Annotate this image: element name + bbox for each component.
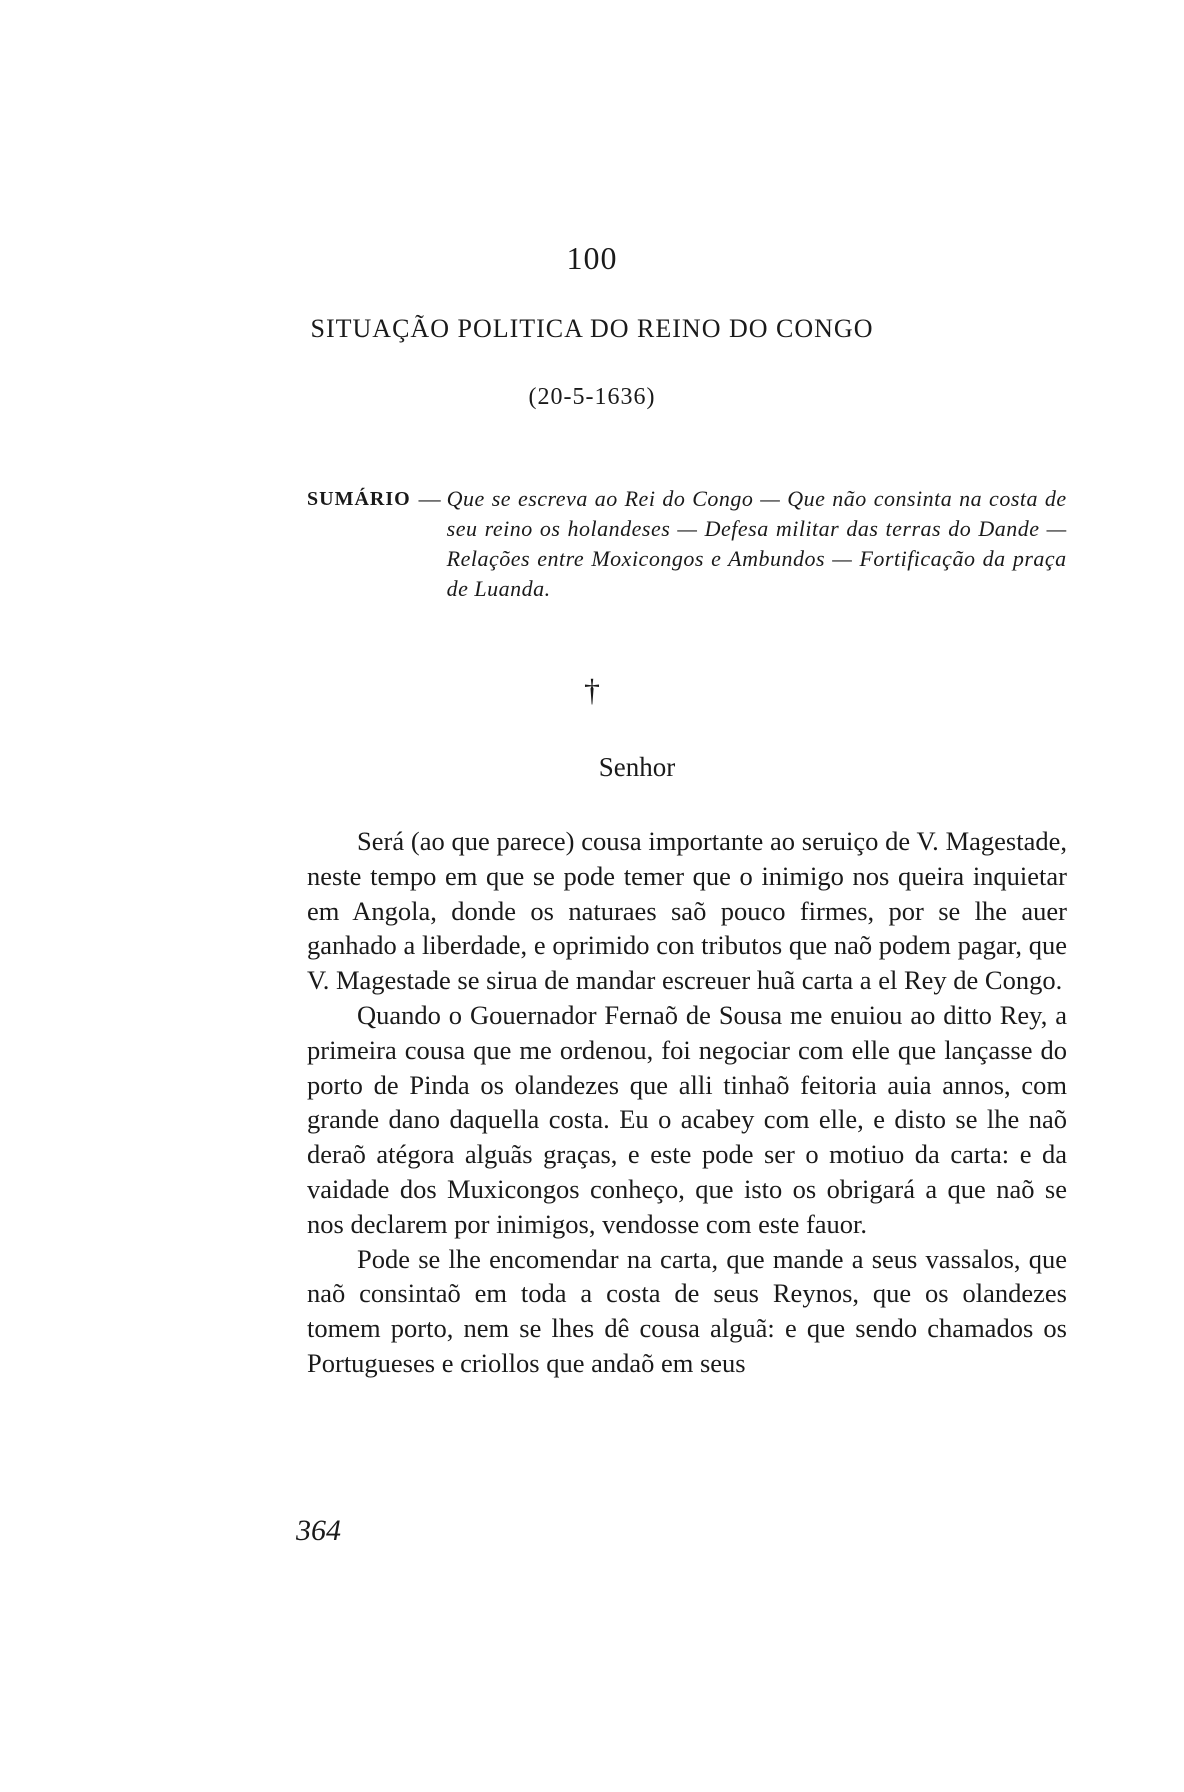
document-title: SITUAÇÃO POLITICA DO REINO DO CONGO [310, 314, 874, 343]
summary-block [307, 484, 1077, 604]
summary-dash: — [418, 486, 441, 511]
paragraph-1: Será (ao que parece) cousa importante ao seruiço de V. Magestade, neste tempo em que se pode temer que o inimigo nos queira inquietar em Angola, donde os naturaes saõ pouco firmes, por se lhe auer ganhado a liberdade, e oprimido con tributos que naõ podem pagar, que V. Magestade se sirua de mandar escreuer huã carta a el Rey de Congo. [307, 826, 1067, 996]
summary-label: SUMÁRIO [307, 488, 411, 510]
paragraph-3: Pode se lhe encomendar na carta, que mande a seus vassalos, que naõ consintaõ em toda a costa de seus Reynos, que os olandezes tomem porto, nem se lhes dê cousa alguã: e que sendo chamados os Portugueses e criollos que andaõ em seus [307, 1243, 1067, 1378]
page-number: 364 [296, 1514, 341, 1547]
cross-symbol: † [584, 672, 600, 708]
letter-body [307, 824, 1067, 1381]
document-date: (20-5-1636) [528, 384, 656, 410]
document-number: 100 [566, 240, 618, 276]
paragraph-2: Quando o Gouernador Fernaõ de Sousa me enuiou ao ditto Rey, a primeira cousa que me ordenou, foi negociar com elle que lançasse do porto de Pinda os olandezes que alli tinhaõ feitoria auia annos, com grande dano daquella costa. Eu o acabey com elle, e disto se lhe naõ deraõ atégora alguãs graças, e este pode ser o motiuo da carta: e da vaidade dos Muxicongos conheço, que isto os obrigará a que naõ se nos declarem por inimigos, vendosse com este fauor. [307, 999, 1067, 1239]
salutation: Senhor [598, 752, 676, 782]
summary-text: Que se escreva ao Rei do Congo — Que não consinta na costa de seu reino os holandeses — Defesa militar das terras do Dande — Relações entre Moxicongos e Ambundos — Fortificação da praça de Luanda. [446, 486, 1067, 601]
